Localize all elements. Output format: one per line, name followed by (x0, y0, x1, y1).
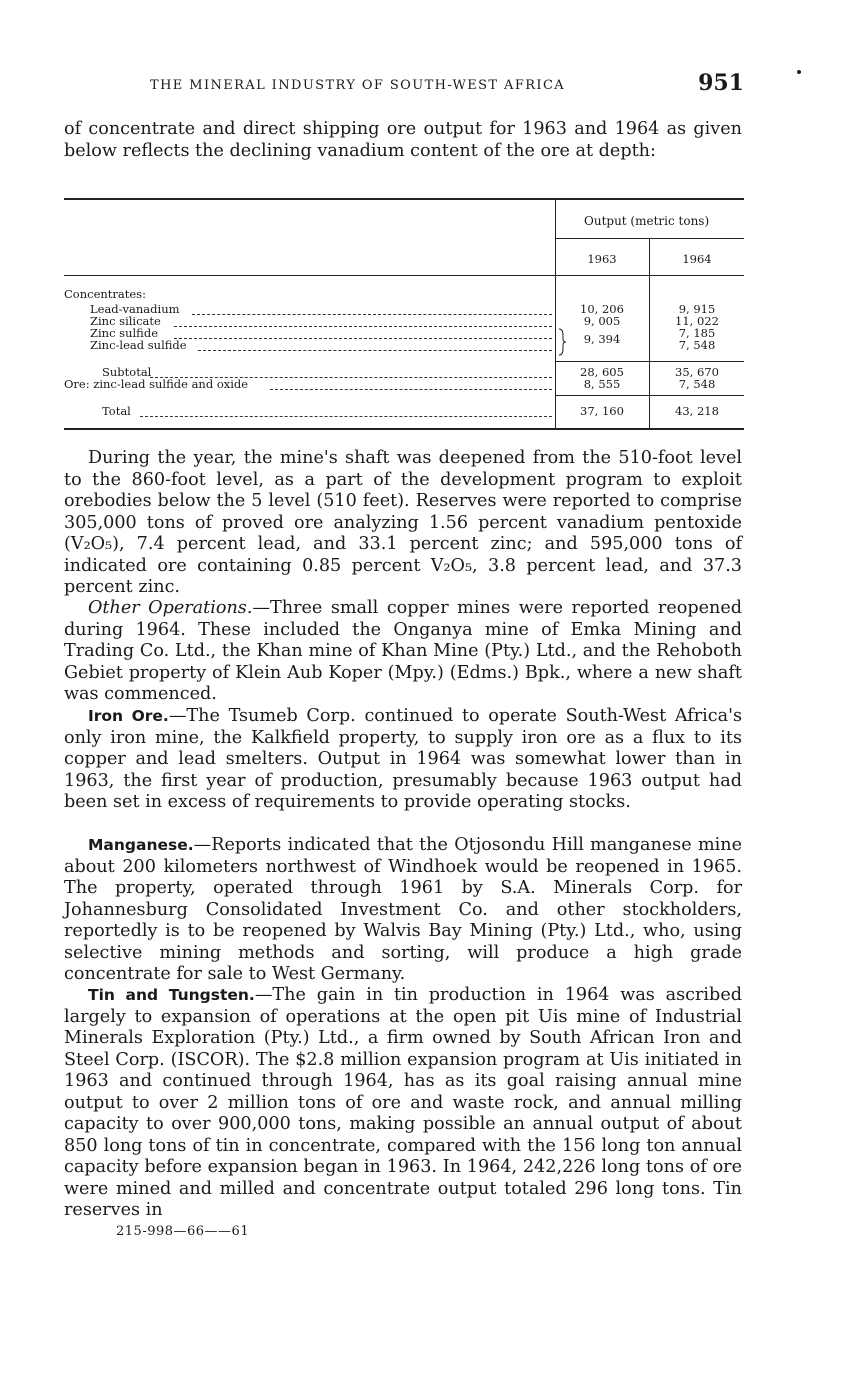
cell-1964: 7, 185 (678, 326, 716, 340)
paragraph-text: —The gain in tin production in 1964 was ascribed largely to expansion of operations at the open pit Uis mine of Industrial Minerals Exploration (Pty.) Ltd., a firm owned by South African Iron and Steel Corp. (ISCOR). The $2.8 million expansion program at Uis initiated in 1963 and continued through 1964, has as its goal raising annual mine output to over 2 million tons of ore and waste rock, and annual milling capacity to over 900,000 tons, making possible an annual output of about 850 long tons of tin in concentrate, compared with the 156 long ton annual capacity before expansion began in 1963. In 1964, 242,226 long tons of ore were mined and milled and concentrate output totaled 296 long tons. Tin reserves in (64, 985, 742, 1220)
paragraph-other-operations (64, 598, 742, 706)
cell-1963-bracketed: 9, 394 (583, 332, 621, 346)
row-label-lead-vanadium: Lead-vanadium (90, 302, 180, 316)
intro-paragraph: of concentrate and direct shipping ore output for 1963 and 1964 as given below reflects the declining vanadium content of the ore at depth: (64, 119, 742, 161)
paragraph-iron-ore (64, 706, 742, 814)
col-header-1964: 1964 (682, 252, 712, 266)
cell-1964: 43, 218 (675, 404, 719, 418)
run-in-heading: Iron Ore. (88, 707, 169, 725)
cell-1964: 11, 022 (675, 314, 719, 328)
output-table (64, 198, 744, 430)
total-rule (556, 395, 744, 396)
cell-1963: 9, 005 (583, 314, 621, 328)
dot-leader (198, 350, 552, 351)
running-head: THE MINERAL INDUSTRY OF SOUTH-WEST AFRICA (150, 78, 566, 93)
table-group-rule (556, 238, 744, 239)
row-label-zinc-sulfide: Zinc sulfide (90, 326, 158, 340)
paragraph-text: —Three small copper mines were reported reopened during 1964. These included the Onganya mine of Emka Mining and Trading Co. Ltd., the Khan mine of Khan Mine (Pty.) Ltd., and the Rehoboth Gebiet property of Klein Aub Koper (Mpy.) (Edms.) Bpk., where a new shaft was commenced. (64, 598, 743, 704)
paragraph-text: —The Tsumeb Corp. continued to operate South-West Africa's only iron mine, the Kalkfield property, to supply iron ore as a flux to its copper and lead smelters. Output in 1964 was somewhat lower than in 1963, the first year of production, presumably because 1963 output had been set in excess of requirements to provide operating stocks. (64, 706, 742, 812)
table-top-rule (64, 198, 744, 200)
cell-1964: 7, 548 (678, 338, 716, 352)
row-label-zinc-silicate: Zinc silicate (90, 314, 161, 328)
row-label-total: Total (102, 404, 131, 418)
dot-leader (174, 326, 552, 327)
table-header-rule (64, 275, 744, 276)
paragraph-text: —Reports indicated that the Otjosondu Hill manganese mine about 200 kilometers northwest of Windhoek would be reopened in 1965. The property, operated through 1961 by S.A. Minerals Corp. for Johannesburg Consolidated Investment Co. and other stockholders, reportedly is to be reopened by Walvis Bay Mining (Pty.) Ltd., who, using selective mining methods and sorting, will produce a high grade concentrate for sale to West Germany. (64, 835, 742, 984)
subtotal-rule (556, 361, 744, 362)
paragraph-mine-shaft: During the year, the mine's shaft was deepened from the 510-foot level to the 860-foot level, as a part of the development program to exploit orebodies below the 5 level (510 feet). Reserves were reported to comprise 305,000 tons of proved ore analyzing 1.56 percent vanadium pentoxide (V₂O₅), 7.4 percent lead, and 33.1 percent zinc; and 595,000 tons of indicated ore containing 0.85 percent V₂O₅, 3.8 percent lead, and 37.3 percent zinc. (64, 448, 742, 597)
dot-leader (174, 338, 552, 339)
section-label: Concentrates: (64, 287, 146, 301)
cell-1963: 28, 605 (580, 365, 624, 379)
dot-leader (270, 389, 552, 390)
cell-1963: 10, 206 (580, 302, 624, 316)
margin-dot (797, 70, 801, 74)
page-number: 951 (698, 70, 744, 96)
dot-leader (140, 416, 552, 417)
paragraph-manganese (64, 835, 742, 986)
table-group-header: Output (metric tons) (584, 214, 710, 228)
row-label-ore: Ore: zinc-lead sulfide and oxide (64, 377, 249, 391)
run-in-heading: Tin and Tungsten. (88, 986, 255, 1004)
cell-1964: 35, 670 (675, 365, 719, 379)
dot-leader (192, 314, 552, 315)
run-in-heading: Other Operations. (88, 598, 253, 618)
paragraph-tin-tungsten (64, 985, 742, 1222)
col-header-1963: 1963 (587, 252, 617, 266)
cell-1963: 37, 160 (580, 404, 624, 418)
run-in-heading: Manganese. (88, 836, 194, 854)
row-label-zinc-lead-sulfide: Zinc-lead sulfide (90, 338, 187, 352)
table-vrule-2 (649, 238, 650, 430)
row-label-subtotal: Subtotal (102, 365, 152, 379)
cell-1964: 7, 548 (678, 377, 716, 391)
page-header (62, 70, 744, 104)
table-bottom-rule (64, 428, 744, 430)
print-code: 215-998—66——61 (116, 1224, 250, 1239)
cell-1963: 8, 555 (583, 377, 621, 391)
cell-1964: 9, 915 (678, 302, 716, 316)
